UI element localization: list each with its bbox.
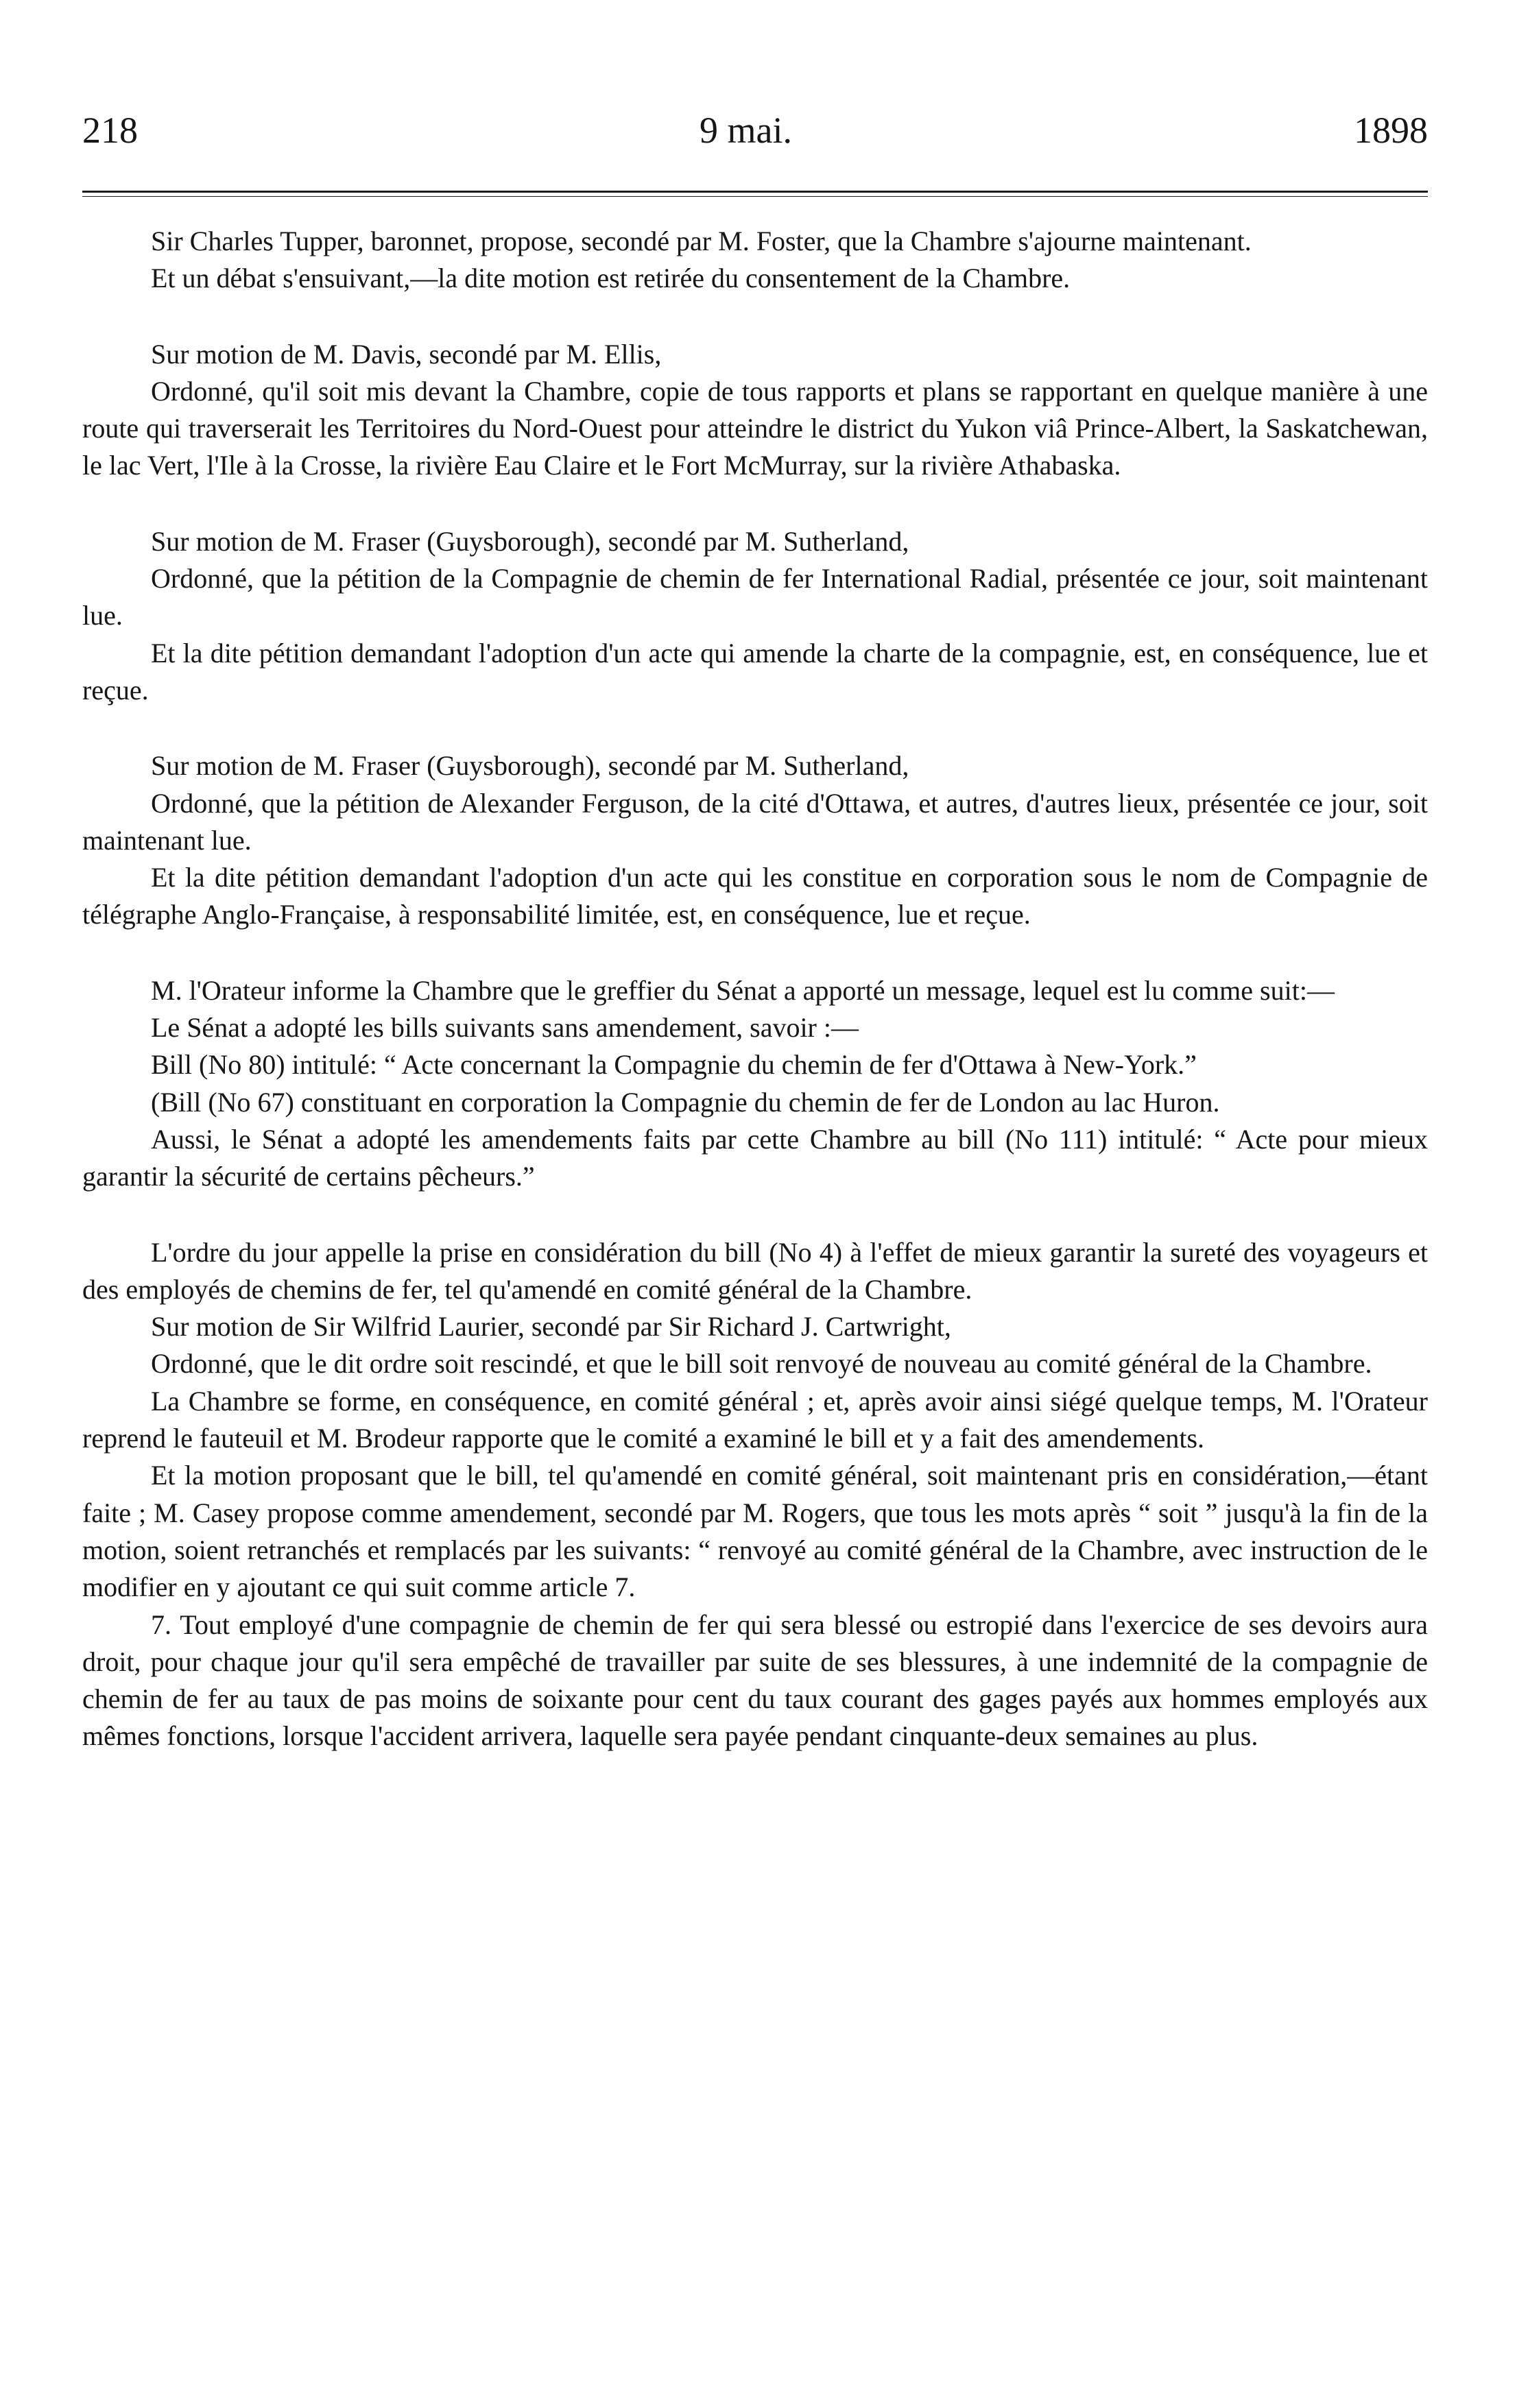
paragraph-fraser-ordonne-2: Ordonné, que la pétition de Alexander Ferguson, de la cité d'Ottawa, et autres, d'autres lieux, présentée ce jour, soit maintenant lue.: [82, 787, 1428, 856]
paragraph-bill-67: (Bill (No 67) constituant en corporation la Compagnie du chemin de fer de London au lac Huron.: [151, 1086, 1220, 1118]
paragraph-davis-ordonne: Ordonné, qu'il soit mis devant la Chambre, copie de tous rapports et plans se rapportant en quelque manière à une route qui traverserait les Territoires du Nord-Ouest pour atteindre le district du Yukon viâ Prince-Albert, la Saskatchewan, le lac Vert, l'Ile à la Crosse, la rivière Eau Claire et le Fort McMurray, sur la rivière Athabaska.: [82, 375, 1428, 481]
paragraph-senat: Le Sénat a adopté les bills suivants sans amendement, savoir :—: [151, 1012, 859, 1044]
paragraph-fraser-motion-2: Sur motion de M. Fraser (Guysborough), secondé par M. Sutherland,: [151, 750, 909, 782]
running-header: [82, 103, 1428, 158]
paragraph-orateur: M. l'Orateur informe la Chambre que le greffier du Sénat a apporté un message, lequel est lu comme suit:—: [151, 974, 1335, 1006]
paragraph-bill-111: Aussi, le Sénat a adopté les amendements faits par cette Chambre au bill (No 111) intitulé: “ Acte pour mieux garantir la sécurité de certains pêcheurs.”: [82, 1123, 1428, 1192]
paragraph-laurier-motion: Sur motion de Sir Wilfrid Laurier, secondé par Sir Richard J. Cartwright,: [151, 1311, 951, 1343]
paragraph-davis-motion: Sur motion de M. Davis, secondé par M. Ellis,: [151, 338, 662, 370]
document-page: [82, 103, 1428, 1755]
body-text: [82, 223, 1428, 1755]
paragraph-debat: Et un débat s'ensuivant,—la dite motion est retirée du consentement de la Chambre.: [151, 263, 1071, 294]
paragraph-fraser-motion-1: Sur motion de M. Fraser (Guysborough), secondé par M. Sutherland,: [151, 525, 909, 557]
paragraph-fraser-ordonne-1: Ordonné, que la pétition de la Compagnie de chemin de fer International Radial, présentée ce jour, soit maintenant lue.: [82, 563, 1428, 631]
paragraph-tupper: Sir Charles Tupper, baronnet, propose, secondé par M. Foster, que la Chambre s'ajourne maintenant.: [151, 226, 1252, 256]
paragraph-article-7: 7. Tout employé d'une compagnie de chemin de fer qui sera blessé ou estropié dans l'exercice de ses devoirs aura droit, pour chaque jour qu'il sera empêché de travailler par suite de ses blessures, à une indemnité de la compagnie de chemin de fer au taux de pas moins de soixante pour cent du taux courant des gages payés aux hommes employés aux mêmes fonctions, lorsque l'accident arrivera, laquelle sera payée pendant cinquante-deux semaines au plus.: [82, 1609, 1428, 1752]
paragraph-bill-80: Bill (No 80) intitulé: “ Acte concernant la Compagnie du chemin de fer d'Ottawa à New-York.”: [151, 1049, 1197, 1081]
header-date: 9 mai.: [700, 110, 792, 151]
paragraph-rescinde: Ordonné, que le dit ordre soit rescindé, et que le bill soit renvoyé de nouveau au comité général de la Chambre.: [151, 1348, 1372, 1380]
page-number: 218: [82, 110, 138, 151]
header-double-rule: [82, 191, 1428, 197]
paragraph-casey-amendement: Et la motion proposant que le bill, tel qu'amendé en comité général, soit maintenant pris en considération,—étant faite ; M. Casey propose comme amendement, secondé par M. Rogers, que tous les mots après “ soit ” jusqu'à la fin de la motion, soient retranchés et remplacés par les suivants: “ renvoyé au comité général de la Chambre, avec instruction de le modifier en y ajoutant ce qui suit comme article 7.: [82, 1460, 1428, 1603]
paragraph-fraser-petition-1: Et la dite pétition demandant l'adoption d'un acte qui amende la charte de la compagnie, est, en conséquence, lue et reçue.: [82, 637, 1428, 706]
paragraph-fraser-petition-2: Et la dite pétition demandant l'adoption d'un acte qui les constitue en corporation sous le nom de Compagnie de télégraphe Anglo-Française, à responsabilité limitée, est, en conséquence, lue et reçue.: [82, 862, 1428, 930]
paragraph-ordre-du-jour: L'ordre du jour appelle la prise en considération du bill (No 4) à l'effet de mieux garantir la sureté des voyageurs et des employés de chemins de fer, tel qu'amendé en comité général de la Chambre.: [82, 1236, 1428, 1305]
header-year: 1898: [1353, 110, 1428, 151]
paragraph-comite-general: La Chambre se forme, en conséquence, en comité général ; et, après avoir ainsi siégé quelque temps, M. l'Orateur reprend le fauteuil et M. Brodeur rapporte que le comité a examiné le bill et y a fait des amendements.: [82, 1385, 1428, 1454]
